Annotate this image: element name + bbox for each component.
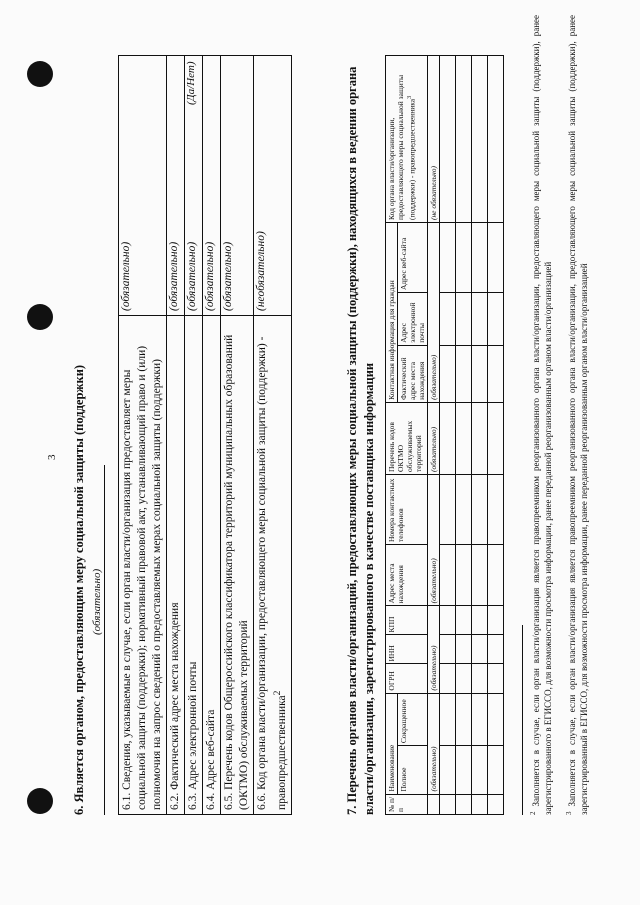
- section6-table: [118, 55, 292, 815]
- section7-table: [385, 55, 504, 815]
- col-name-full: Полное: [398, 746, 428, 794]
- answer-underline: [104, 465, 105, 815]
- col-code-text: Код органа власти/организации, предоставляющего меры социальной защиты (поддержки) - правопредшественника: [387, 74, 417, 221]
- footnote-2: [528, 15, 554, 815]
- col-num: № п/п: [386, 794, 428, 814]
- row-requirement: (обязательно): [119, 56, 167, 316]
- section7-title-line2: власти/организации, зарегистрированного в качестве поставщика информации: [362, 362, 376, 815]
- table-row: [254, 56, 292, 815]
- row-label-text: 6.6. Код органа власти/организации, предоставляющего меры социальной защиты (поддержки) - правопредшественника: [256, 336, 288, 810]
- row-label: 6.3. Адрес электронной почты: [185, 316, 203, 815]
- section7-title-line1: 7. Перечень органов власти/организаций, предоставляющих меры социальной защиты (поддержки), находящихся в ведении органа: [345, 66, 359, 815]
- row-label: [254, 316, 292, 815]
- col-contact-email: Адрес электронной почты: [398, 293, 428, 346]
- row-requirement: (необязательно): [254, 56, 292, 316]
- table-row: [185, 56, 203, 815]
- empty-row: [472, 56, 488, 815]
- req-name: (обязательно): [428, 693, 440, 794]
- col-phones: Номера контактных телефонов: [386, 475, 428, 545]
- table-row: [203, 56, 221, 815]
- footnote-text: Заполняется в случае, если орган власти/организация является правопреемником реорганизованного органа власти/организации, предоставляющего меры социальной защиты (поддержки), ранее зарегистрированного в ЕГИССО, для возможности просмотра информации, ранее переданной реорганизованным органом власти/организацией: [531, 15, 553, 815]
- row-label: 6.5. Перечень кодов Общероссийского классификатора территорий муниципальных образований (ОКТМО) обслуживаемых территорий: [221, 316, 254, 815]
- requirement-row: [428, 56, 440, 815]
- col-ogrn: ОГРН: [386, 664, 428, 693]
- footnote-divider: [522, 625, 523, 815]
- col-name: Наименование: [386, 693, 398, 794]
- req-ids: (обязательно): [428, 606, 440, 693]
- table-row: [221, 56, 254, 815]
- row-label: 6.2. Фактический адрес места нахождения: [167, 316, 185, 815]
- header-row: [386, 56, 398, 815]
- page-number: 3: [46, 454, 58, 460]
- col-oktmo: Перечень кодов ОКТМО обслуживаемых территорий: [386, 402, 428, 474]
- req-code: (не обязательно): [428, 56, 440, 223]
- row-requirement: (обязательно): [167, 56, 185, 316]
- col-address: Адрес места нахождения: [386, 545, 428, 606]
- footnote-ref: 3: [406, 95, 413, 99]
- row-requirement: (обязательно): [185, 56, 203, 316]
- req-oktmo: (обязательно): [428, 402, 440, 474]
- row-requirement: (обязательно): [221, 56, 254, 316]
- req-address: (обязательно): [428, 475, 440, 606]
- footnote-number: 3: [565, 811, 573, 815]
- empty-row: [440, 56, 456, 815]
- col-inn: ИНН: [386, 635, 428, 664]
- col-contact-web: Адрес веб-сайта: [398, 223, 428, 293]
- empty-row: [488, 56, 504, 815]
- col-kpp: КПП: [386, 606, 428, 635]
- yes-no-hint: (Да/Нет): [185, 61, 197, 105]
- col-contact-address: Фактический адрес места нахождения: [398, 345, 428, 402]
- row-label: 6.1. Сведения, указываемые в случае, если орган власти/организация предоставляет меры социальной защиты (поддержки); нормативный правовой акт, устанавливающий право и (или) полномочия на запрос сведений о предоставляемых мерах социальной защиты (поддержки): [119, 316, 167, 815]
- footnote-text: Заполняется в случае, если орган власти/организация является правопреемником реорганизованного органа власти/организации, предоставляющего меры социальной защиты (поддержки), ранее зарегистрированный в ЕГИССО, для возможности просмотра информации, ранее переданной реорганизованным органом власти/организацией: [567, 15, 589, 815]
- col-name-short: Сокращенное: [398, 693, 428, 746]
- table-row: [119, 56, 167, 815]
- row-label: 6.4. Адрес веб-сайта: [203, 316, 221, 815]
- table-row: [167, 56, 185, 815]
- row-requirement: (обязательно): [203, 56, 221, 316]
- footnote-3: [564, 15, 590, 815]
- section6-title: 6. Является органом, предоставляющим меру социальной защиты (поддержки): [72, 364, 86, 815]
- col-code: [386, 56, 428, 223]
- footnote-ref: 2: [272, 690, 283, 696]
- footnote-number: 2: [529, 811, 537, 815]
- section6-answer-hint: (обязательно): [91, 568, 103, 635]
- empty-row: [456, 56, 472, 815]
- col-contact: Контактная информация для граждан: [386, 223, 398, 403]
- req-contact: (обязательно): [428, 223, 440, 403]
